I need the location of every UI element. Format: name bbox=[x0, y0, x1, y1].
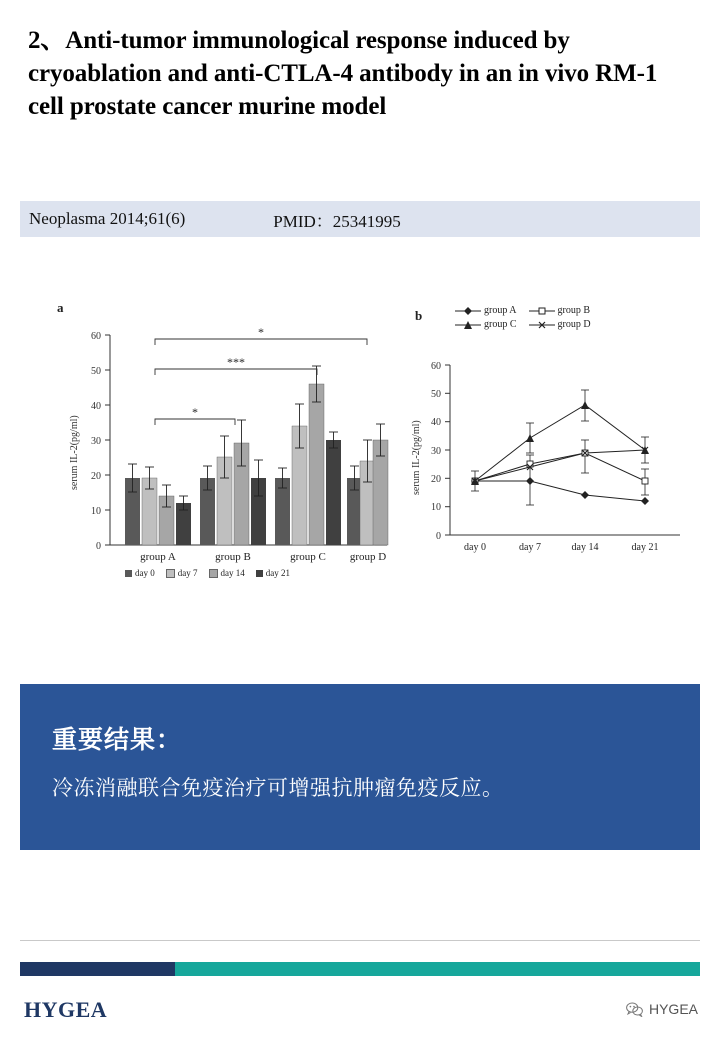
svg-text:50: 50 bbox=[431, 389, 441, 400]
svg-text:***: *** bbox=[227, 355, 245, 369]
legend-item-group-d bbox=[529, 319, 591, 330]
citation-bar bbox=[20, 201, 700, 237]
key-result-box bbox=[20, 684, 700, 850]
legend-swatch-icon bbox=[125, 570, 132, 577]
panel-a-label: a bbox=[57, 300, 64, 315]
line-marker-triangle-icon bbox=[455, 320, 481, 330]
svg-text:group A: group A bbox=[140, 551, 176, 563]
chart-panel-a bbox=[55, 300, 395, 600]
page-title: 2、Anti-tumor immunological response induced by cryoablation and anti-CTLA-4 antibody in an in vivo RM-1 cell prostate cancer murine model bbox=[28, 27, 658, 120]
svg-text:20: 20 bbox=[431, 474, 441, 485]
key-result-heading: 重要结果： bbox=[52, 725, 183, 754]
svg-text:20: 20 bbox=[91, 471, 101, 482]
svg-text:60: 60 bbox=[431, 361, 441, 372]
legend-label: day 21 bbox=[265, 568, 290, 578]
svg-text:day 0: day 0 bbox=[464, 542, 486, 553]
legend-swatch-icon bbox=[166, 569, 175, 578]
citation-journal: Neoplasma 2014;61(6) bbox=[29, 209, 186, 228]
legend-item-day7 bbox=[166, 568, 198, 578]
legend-label: day 14 bbox=[220, 568, 245, 578]
legend-label: day 7 bbox=[177, 568, 198, 578]
svg-text:day 14: day 14 bbox=[571, 542, 599, 553]
svg-text:serum IL-2(pg/ml): serum IL-2(pg/ml) bbox=[69, 415, 80, 490]
svg-text:30: 30 bbox=[91, 436, 101, 447]
svg-text:group C: group C bbox=[290, 551, 326, 563]
legend-item-day14 bbox=[209, 568, 245, 578]
footer-bar-teal-segment bbox=[175, 962, 700, 976]
svg-text:*: * bbox=[192, 405, 198, 419]
bar-chart-svg bbox=[55, 300, 395, 565]
line-marker-diamond-icon bbox=[455, 306, 481, 316]
svg-text:0: 0 bbox=[96, 541, 101, 552]
svg-text:group D: group D bbox=[349, 551, 387, 563]
svg-text:40: 40 bbox=[91, 401, 101, 412]
wechat-icon bbox=[626, 1002, 643, 1017]
line-chart-legend bbox=[455, 305, 591, 333]
legend-swatch-icon bbox=[256, 570, 263, 577]
svg-text:0: 0 bbox=[436, 531, 441, 542]
svg-text:30: 30 bbox=[431, 446, 441, 457]
svg-text:60: 60 bbox=[91, 331, 101, 342]
footer-wechat bbox=[626, 1001, 698, 1017]
legend-item-group-a bbox=[455, 305, 517, 316]
key-result-text: 冷冻消融联合免疫治疗可增强抗肿瘤免疫反应。 bbox=[52, 776, 504, 800]
figure-panel bbox=[20, 275, 700, 625]
legend-label: group D bbox=[557, 319, 591, 330]
panel-b-label: b bbox=[415, 308, 423, 323]
legend-item-day21 bbox=[256, 568, 290, 578]
svg-text:*: * bbox=[258, 325, 264, 339]
svg-text:50: 50 bbox=[91, 366, 101, 377]
legend-label: group B bbox=[557, 305, 590, 316]
line-chart-svg bbox=[395, 345, 695, 570]
footer-color-bar bbox=[20, 962, 700, 976]
legend-label: group C bbox=[484, 319, 517, 330]
legend-label: group A bbox=[484, 305, 517, 316]
legend-item-group-b bbox=[529, 305, 591, 316]
legend-item-group-c bbox=[455, 319, 517, 330]
footer-logo: HYGEA bbox=[24, 997, 108, 1022]
citation-pmid: PMID：25341995 bbox=[273, 211, 401, 231]
footer-divider bbox=[20, 940, 700, 941]
legend-swatch-icon bbox=[209, 569, 218, 578]
svg-text:day 7: day 7 bbox=[519, 542, 541, 553]
svg-text:40: 40 bbox=[431, 417, 441, 428]
svg-text:group B: group B bbox=[215, 551, 251, 563]
line-marker-square-icon bbox=[529, 306, 555, 316]
svg-text:serum IL-2(pg/ml): serum IL-2(pg/ml) bbox=[411, 420, 422, 495]
legend-label: day 0 bbox=[135, 568, 155, 578]
legend-item-day0 bbox=[125, 568, 155, 578]
chart-panel-b bbox=[395, 300, 695, 600]
svg-text:10: 10 bbox=[91, 506, 101, 517]
line-marker-cross-icon bbox=[529, 320, 555, 330]
svg-text:10: 10 bbox=[431, 502, 441, 513]
footer-wechat-label: HYGEA bbox=[648, 1001, 698, 1017]
bar-chart-legend bbox=[125, 568, 290, 578]
svg-text:day 21: day 21 bbox=[631, 542, 659, 553]
footer-bar-dark-segment bbox=[20, 962, 175, 976]
